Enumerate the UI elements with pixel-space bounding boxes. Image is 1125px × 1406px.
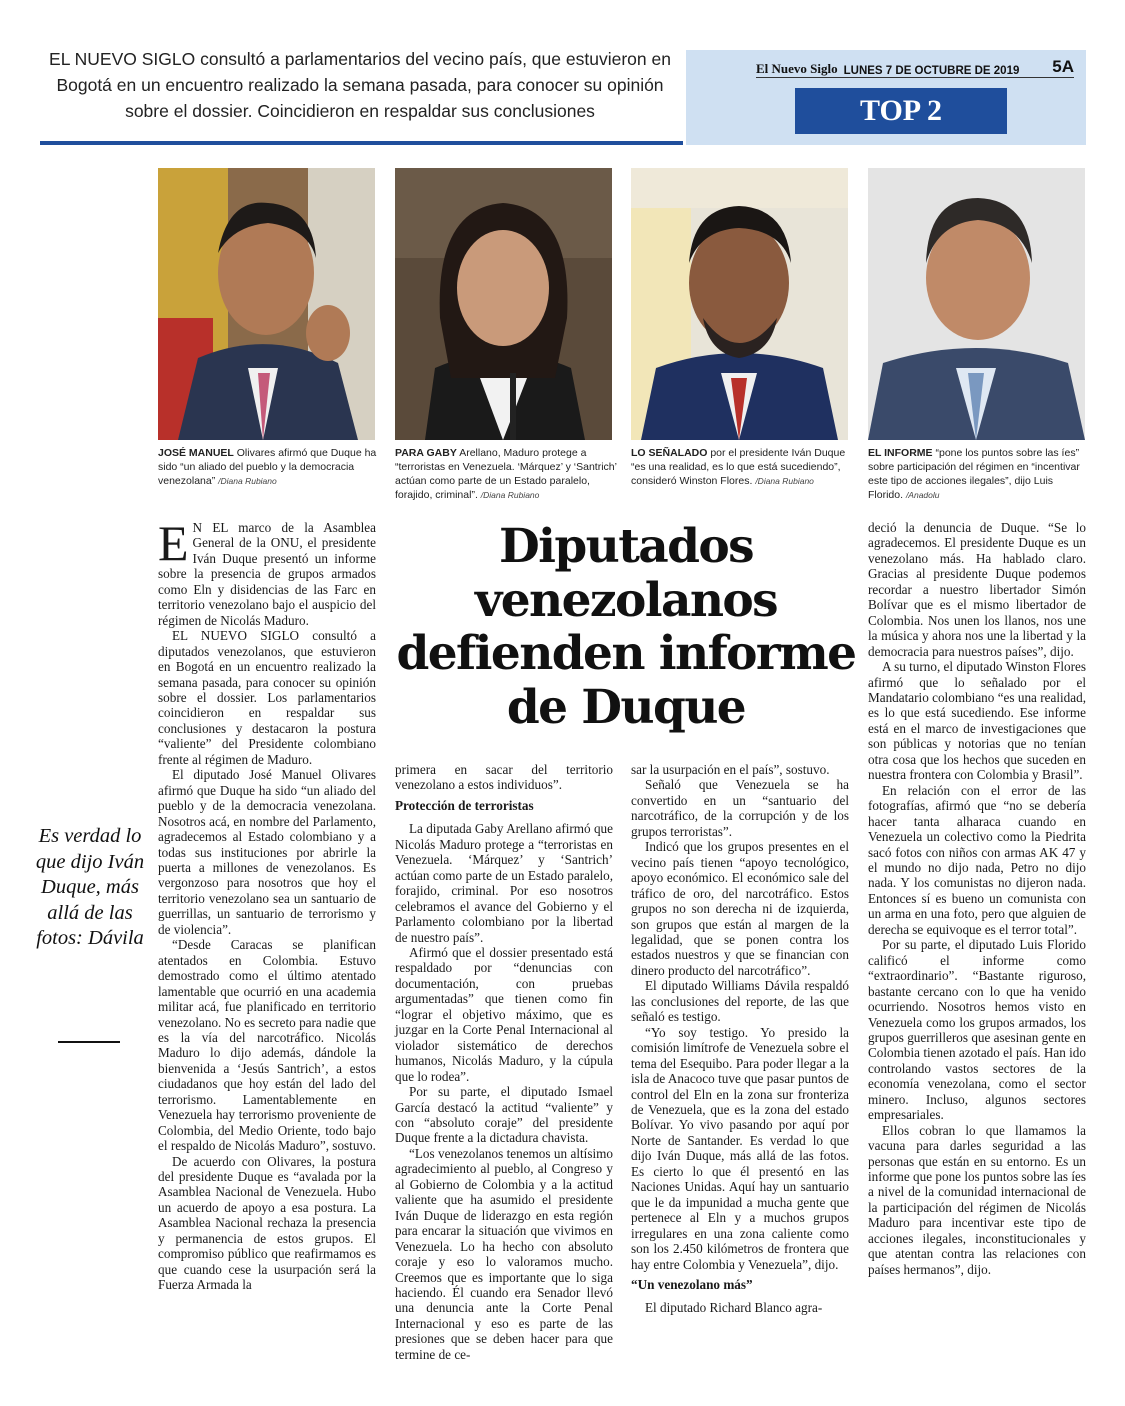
caption-text: por el presidente Iván Duque “es una realidad, es lo que está sucediendo”, consideró Winston Flores.	[631, 447, 846, 487]
article-headline: Diputados venezolanos defienden informe de Duque	[396, 519, 856, 735]
article-paragraph: El diputado José Manuel Olivares afirmó que Duque ha sido “un aliado del pueblo y de la democracia venezolana. Nosotros acá, en nombre del Parlamento, agradecemos al Estado colombiano y a todas sus instituciones por abrirle la puerta a millones de venezolanos. Es vergonzoso para nosotros que hoy el territorio venezolano sea un santuario de guerrillas, un santuario de terrorismo y de violencia”.	[158, 767, 376, 937]
photo-luis-florido	[868, 168, 1085, 440]
article-paragraph: EL NUEVO SIGLO consultó a diputados venezolanos, que estuvieron en Bogotá en un encuentro realizado la semana pasada, para conocer su opinión sobre el dossier. Los parlamentarios coincidieron en respaldar sus conclusiones y destacaron la postura “valiente” del Presidente colombiano frente al régimen de Maduro.	[158, 628, 376, 767]
article-paragraph: Afirmó que el dossier presentado está respaldado por “denuncias con documentación, con pruebas argumentadas” que tienen como fin “lograr el objetivo máximo, que es juzgar en la Corte Penal Internacional al violador sistemático de derechos humanos, Nicolás Maduro, y la cúpula que lo rodea”.	[395, 944, 613, 1084]
article-column-1	[158, 515, 376, 1293]
article-paragraph: “Yo soy testigo. Yo presido la comisión limítrofe de Venezuela sobre el tema del Esequibo. Para poder llegar a la isla de Anacoco tuve que pasar puntos de control del Eln en la zona sur fronteriza de Venezuela, que es la zona del estado Bolívar. Yo vivo pasando por aquí por Norte de Santander. Es verdad lo que dijo Iván Duque, más allá de las fotos. Es cierto lo que él presentó en las Naciones Unidas. Aquí hay un santuario que le da impunidad a mucha gente que pertenece al Eln y a muchos grupos irregulares en una zona caliente como son los 2.450 kilómetros de frontera que hay entre Colombia y Venezuela”, dijo.	[631, 1024, 849, 1272]
page-number: 5A	[1052, 57, 1074, 76]
page-header	[756, 56, 1074, 78]
newspaper-name: El Nuevo Siglo	[756, 61, 838, 76]
photo-gaby-arellano	[395, 168, 612, 440]
article-paragraph: “Los venezolanos tenemos un altísimo agradecimiento al pueblo, al Congreso y al Gobierno de Colombia y a la actitud valiente que ha asumido el presidente Iván Duque de liderazgo en esta región para encarar la situación que vivimos en Venezuela. Lo ha hecho con absoluto coraje y eso lo valoramos mucho. Creemos que es importante que lo siga haciendo. Él cuando era Senador llevó una denuncia ante la Corte Penal Internacional y eso es parte de las presiones que se deben hacer para que termine de ce-	[395, 1145, 613, 1362]
article-column-3	[631, 762, 849, 1316]
photo-credit: /Diana Rubiano	[218, 476, 277, 486]
article-paragraph: El diputado Richard Blanco agra-	[645, 1300, 823, 1316]
subheading: “Un venezolano más”	[631, 1276, 753, 1292]
article-paragraph: Indicó que los grupos presentes en el vecino país tienen “apoyo tecnológico, apoyo económico. El económico sale del tráfico de oro, del narcotráfico. Estos grupos no son derecha ni de izquierda, son grupos que están al margen de la legalidad, que se ponen contra los estados nuestros y que se financian con dinero producto del narcotráfico”.	[631, 839, 849, 978]
photo-credit: /Diana Rubiano	[480, 490, 540, 500]
photo-jose-manuel-olivares	[158, 168, 375, 440]
article-paragraph: sar la usurpación en el país”, sostuvo.	[631, 762, 830, 777]
article-paragraph: Señaló que Venezuela se ha convertido en un “santuario del narcotráfico, de la corrupción y de los grupos terroristas”.	[631, 777, 849, 839]
photo-caption-2	[395, 446, 617, 502]
drop-cap: E	[158, 515, 189, 571]
caption-text: Arellano, Maduro protege a “terroristas en Venezuela. ‘Márquez’ y ‘Santrich’ actúan como parte de un Estado paralelo, forajido, criminal”.	[395, 447, 617, 501]
caption-lead: LO SEÑALADO	[631, 447, 708, 459]
photo-winston-flores	[631, 168, 848, 440]
article-paragraph: primera en sacar del territorio venezolano a estos individuos”.	[395, 762, 613, 793]
photo-caption-1	[158, 446, 380, 488]
photo-credit: /Diana Rubiano	[755, 476, 814, 486]
pull-quote: Es verdad lo que dijo Iván Duque, más allá de las fotos: Dávila	[35, 825, 145, 949]
kicker-text: EL NUEVO SIGLO consultó a parlamentarios del vecino país, que estuvieron en Bogotá en un encuentro realizado la semana pasada, para conocer su opinión sobre el dossier. Coincidieron en respaldar sus conclusiones	[49, 49, 671, 121]
article-paragraph: A su turno, el diputado Winston Flores afirmó que lo señalado por el Mandatario colombiano “es una realidad, es lo que está sucediendo. Ese informe está en el marco de investigaciones que son públicas y notorias que no tenían otra cosa que los hechos que suceden en nuestra frontera con Colombia y Brasil”.	[868, 659, 1086, 783]
photo-caption-4	[868, 446, 1090, 502]
article-paragraph: La diputada Gaby Arellano afirmó que Nicolás Maduro protege a “terroristas en Venezuela. ‘Márquez’ y ‘Santrich’ actúan como parte de un Estado paralelo, forajido, criminal. Por eso nosotros celebramos el avance del Gobierno y el Parlamento colombiano por la libertad de nuestro país”.	[395, 821, 613, 945]
kicker-rule	[40, 141, 683, 145]
article-column-2	[395, 762, 613, 1362]
photo-credit: /Anadolu	[905, 490, 940, 500]
article-paragraph: De acuerdo con Olivares, la postura del presidente Duque es “avalada por la Asamblea Nacional de Venezuela. Hubo un acuerdo de apoyo a esa postura. La Asamblea Nacional rechaza la presencia y permanencia de estos grupos. El compromiso público que reafirmamos es que cuando cese la usurpación será la Fuerza Armada la	[158, 1153, 376, 1293]
issue-date: LUNES 7 DE OCTUBRE DE 2019	[843, 65, 1020, 77]
section-tag: TOP 2	[795, 88, 1007, 134]
caption-lead: EL INFORME	[868, 447, 933, 459]
article-paragraph: Por su parte, el diputado Luis Florido calificó el informe como “extraordinario”. “Bastante riguroso, bastante cercano con lo que ha venido ocurriendo. Nosotros hemos visto en Venezuela como los grupos armados, los grupos guerrilleros que asesinan gente en Colombia tienen azotado el país. Han ido controlando vastos sectores de la economía venezolana, como el sector minero. Incluso, algunos sectores empresariales.	[868, 937, 1086, 1123]
caption-text: “pone los puntos sobre las íes” sobre participación del régimen en “incentivar este tipo de acciones ilegales”, dijo Luis Florido.	[868, 447, 1080, 501]
article-paragraph: “Desde Caracas se planifican atentados en Colombia. Estuvo demostrado como el último atentado lamentable que ocurrió en una academia militar acá, fue planificado en territorio venezolano. No es secreto para nadie que es la vía del narcotráfico. Nicolás Maduro lo dijo además, dándole la bienvenida a ‘Jesús Santrich’, a estos ciudadanos que hoy están del lado del terrorismo. Lamentablemente en Venezuela hay terrorismo proveniente de Colombia, del Medio Oriente, todo bajo el respaldo de Nicolás Maduro”, sostuvo.	[158, 937, 376, 1154]
article-paragraph: El diputado Williams Dávila respaldó las conclusiones del reporte, de las que señaló es testigo.	[631, 978, 849, 1025]
article-paragraph: E N EL marco de la Asamblea General de la ONU, el presidente Iván Duque presentó un informe sobre la presencia de grupos armados como Eln y disidencias de las Farc en territorio venezolano bajo el auspicio del régimen de Nicolás Maduro.	[158, 515, 376, 628]
photo-caption-3	[631, 446, 853, 488]
article-column-4	[868, 520, 1086, 1277]
caption-text: Olivares afirmó que Duque ha sido “un aliado del pueblo y la democracia venezolana”	[158, 447, 377, 487]
article-paragraph: En relación con el error de las fotografías, afirmó que “no se debería hacer tanta alharaca cuando en Venezuela un colectivo como la Piedrita sacó fotos con niños con armas AK 47 y el mundo no dijo nada, Petro no dijo nada. Y los comunistas no dijeron nada. Entonces sí es bueno un comunista con un arma en una foto, pero que alguien de derecha se equivoque es el terror total”.	[868, 782, 1086, 937]
caption-lead: PARA GABY	[395, 447, 457, 459]
subheading: Protección de terroristas	[395, 797, 534, 813]
caption-lead: JOSÉ MANUEL	[158, 447, 234, 459]
article-paragraph: Ellos cobran lo que llamamos la vacuna para darles seguridad a las personas que están en su entorno. Es un informe que pone los puntos sobre las íes a nivel de la comunidad internacional de la participación del régimen de Nicolás Maduro para incentivar este tipo de acciones ilegales, inconstitucionales y que atentan contra las relaciones con países hermanos”, dijo.	[868, 1122, 1086, 1277]
article-paragraph: Por su parte, el diputado Ismael García destacó la actitud “valiente” y con “absoluto coraje” del presidente Duque frente a la dictadura chavista.	[395, 1084, 613, 1146]
article-paragraph: deció la denuncia de Duque. “Se lo agradecemos. El presidente Duque es un venezolano más. Ha hablado claro. Gracias al presidente Duque podemos recordar a nuestro libertador Simón Bolívar que es el mismo libertador de Colombia. Nos unen los llanos, nos une la música y ahora nos une la libertad y la democracia para nuestros países”, dijo.	[868, 520, 1086, 659]
pull-quote-rule	[58, 1041, 120, 1043]
